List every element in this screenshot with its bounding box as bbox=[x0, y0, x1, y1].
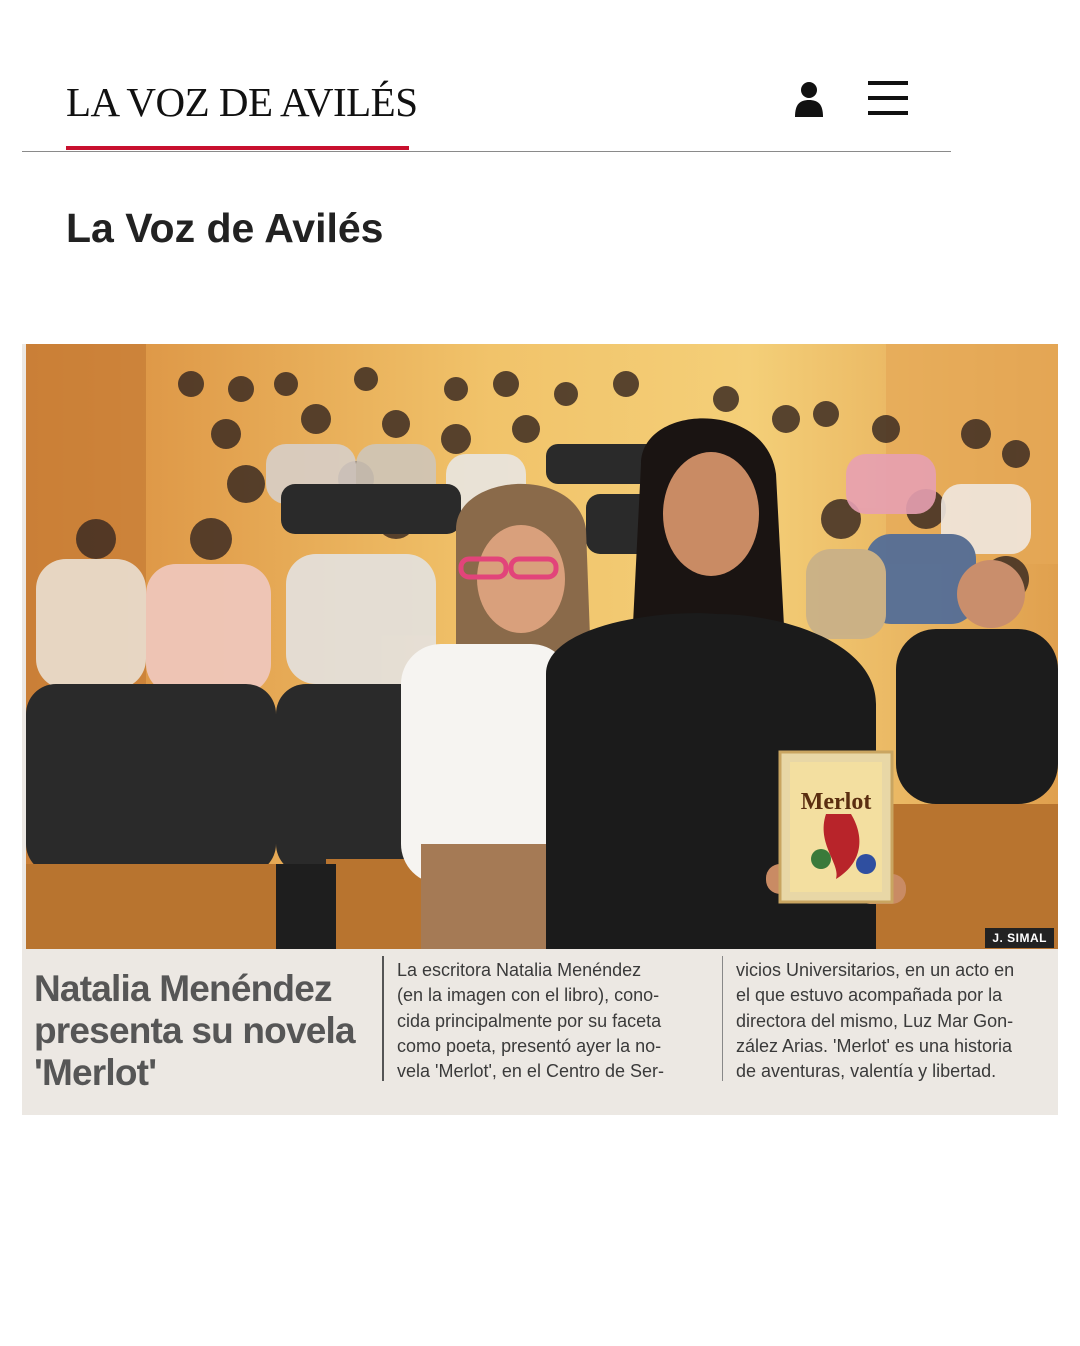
article-body-column-2 bbox=[736, 958, 1052, 1084]
photo-credit: J. SIMAL bbox=[985, 928, 1054, 948]
body-line: zález Arias. 'Merlot' es una historia bbox=[736, 1035, 1012, 1056]
user-icon bbox=[790, 80, 828, 120]
article-body-column-1 bbox=[397, 958, 712, 1084]
photo-illustration bbox=[26, 344, 1058, 949]
body-line: directora del mismo, Luz Mar Gon- bbox=[736, 1010, 1014, 1031]
body-line: La escritora Natalia Menéndez bbox=[397, 960, 642, 980]
hamburger-menu-icon bbox=[867, 80, 909, 116]
body-line: como poeta, presentó ayer la no- bbox=[397, 1035, 662, 1056]
newspaper-clipping bbox=[22, 344, 1058, 1115]
body-line: (en la imagen con el libro), cono- bbox=[397, 985, 660, 1006]
header-divider bbox=[22, 151, 951, 152]
headline-line: presenta su novela bbox=[34, 1010, 355, 1051]
site-logo[interactable]: LA VOZ DE AVILÉS bbox=[66, 79, 418, 125]
body-line: vicios Universitarios, en un acto en bbox=[736, 960, 1015, 980]
book-title: Merlot bbox=[800, 789, 872, 815]
headline-line: 'Merlot' bbox=[34, 1052, 157, 1093]
article-photo[interactable] bbox=[26, 344, 1058, 949]
body-line: cida principalmente por su faceta bbox=[397, 1010, 662, 1031]
logo-underline bbox=[66, 146, 409, 150]
body-line: el que estuvo acompañada por la bbox=[736, 985, 1003, 1006]
account-button[interactable] bbox=[790, 80, 828, 120]
body-line: de aventuras, valentía y libertad. bbox=[736, 1061, 997, 1082]
body-line: vela 'Merlot', en el Centro de Ser- bbox=[397, 1061, 664, 1082]
headline-line: Natalia Menéndez bbox=[34, 968, 332, 1009]
column-rule bbox=[722, 956, 723, 1081]
section-title: La Voz de Avilés bbox=[66, 205, 384, 251]
article-headline bbox=[34, 968, 374, 1094]
column-rule bbox=[382, 956, 384, 1081]
menu-button[interactable] bbox=[867, 80, 909, 116]
